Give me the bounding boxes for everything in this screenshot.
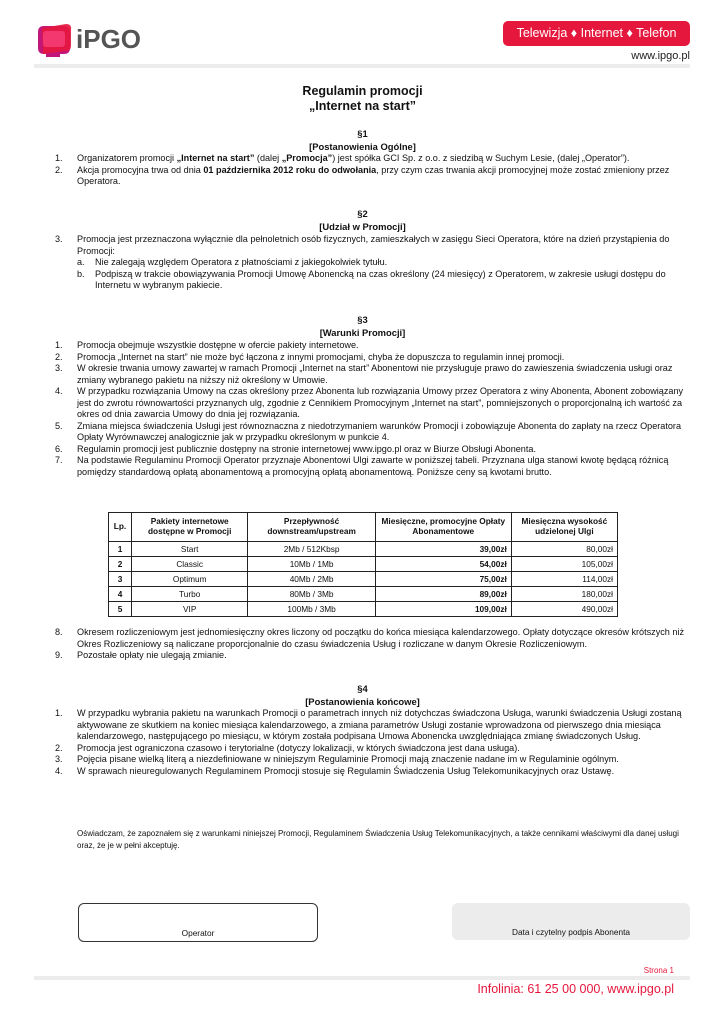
row-number: 2 (109, 557, 132, 572)
table-row (109, 572, 618, 587)
item-number: 8. (55, 627, 63, 637)
list-item (55, 352, 690, 364)
section-3-number: §3 (357, 314, 368, 325)
item-number: 1. (55, 153, 63, 163)
item-text: Pozostałe opłaty nie ulegają zmianie. (77, 650, 227, 661)
operator-label: Operator (181, 928, 215, 939)
item-text: Na podstawie Regulaminu Promocji Operator przyznaje Abonentowi Ulgi zawarte w poniższej tabeli. Przyznana ulga stanowi kwotę będącą różnicą pomiędzy standardową opłatą abonamentową a promocyjną opłatą abonamentową. Poniższe ceny są kwotami brutto. (77, 455, 669, 478)
column-header: Lp. (109, 513, 132, 542)
header-divider (34, 64, 690, 68)
item-number: 6. (55, 443, 63, 454)
list-item (55, 444, 690, 456)
table-row (109, 542, 618, 557)
list-item (55, 234, 690, 257)
item-number: 9. (55, 650, 63, 661)
item-text: Promocja jest ograniczona czasowo i terytorialne (dotyczy lokalizacji, w których świadczona jest dana usługa). (77, 742, 520, 753)
section-3-list-continued (55, 627, 690, 662)
table-row (109, 602, 618, 617)
section-2-title: [Udział w Promocji] (319, 221, 406, 232)
list-item (55, 650, 690, 662)
document-subtitle: „Internet na start” (309, 99, 416, 113)
row-number: 1 (109, 542, 132, 557)
promo-fee: 39,00zł (375, 542, 511, 557)
sub-item-text: Nie zalegają względem Operatora z płatnościami z jakiegokolwiek tytułu. (95, 257, 388, 268)
section-2-number: §2 (357, 208, 368, 219)
list-item (55, 386, 690, 421)
item-number: 1. (55, 340, 63, 350)
section-3-title: [Warunki Promocji] (319, 327, 406, 338)
row-number: 5 (109, 602, 132, 617)
promo-fee: 89,00zł (375, 587, 511, 602)
ipgo-logo (34, 18, 174, 60)
item-number: 3. (55, 234, 63, 244)
list-item (55, 743, 690, 755)
list-item (55, 708, 690, 743)
section-2-list (55, 234, 690, 292)
list-item (55, 363, 690, 386)
package-name: Classic (132, 557, 248, 572)
item-text: Promocja obejmuje wszystkie dostępne w ofercie pakiety internetowe. (77, 340, 359, 350)
item-text: W przypadku rozwiązania Umowy na czas określony przez Abonenta lub rozwiązania Umowy przez Operatora z winy Abonenta, Abonent zobowiązany jest do zwrotu równowartości przyznanych ulg, zgodnie z Cennikiem Promocyjnym „Internet na start”, pomniejszonych o proporcjonalną ich wartość za okres od dnia zawarcia Umowy do dnia jej rozwiązania. (77, 386, 684, 420)
item-number: 2. (55, 164, 63, 175)
bandwidth: 80Mb / 3Mb (248, 587, 375, 602)
discount: 180,00zł (511, 587, 617, 602)
operator-signature-box (78, 903, 318, 942)
section-4-title: [Postanowienia końcowe] (305, 696, 420, 707)
section-1-number: §1 (357, 128, 368, 139)
website-link[interactable]: www.ipgo.pl (631, 50, 690, 62)
sub-item (55, 257, 690, 269)
discount: 114,00zł (511, 572, 617, 587)
item-text: Promocja „Internet na start” nie może być łączona z innymi promocjami, chyba że dopuszcza to regulamin innej promocji. (77, 351, 565, 362)
promo-fee: 54,00zł (375, 557, 511, 572)
item-text: Pojęcia pisane wielką literą a niezdefiniowane w niniejszym Regulaminie Promocji mają znaczenie nadane im w Regulaminie ogólnym. (77, 754, 619, 765)
item-number: 4. (55, 765, 63, 776)
bandwidth: 100Mb / 3Mb (248, 602, 375, 617)
list-item (55, 421, 690, 444)
row-number: 3 (109, 572, 132, 587)
section-1-title: [Postanowienia Ogólne] (309, 141, 416, 152)
acceptance-declaration: Oświadczam, że zapoznałem się z warunkami niniejszej Promocji, Regulaminem Świadczenia Usług Telekomunikacyjnych, a także cennikami właściwymi dla danej usługi oraz, że je w pełni akceptuję. (77, 829, 679, 851)
discount: 105,00zł (511, 557, 617, 572)
list-item (55, 766, 690, 778)
item-number: 3. (55, 754, 63, 765)
promotion-table (108, 512, 618, 617)
column-header: Pakiety internetowe dostępne w Promocji (132, 513, 248, 542)
service-tagline: Telewizja ♦ Internet ♦ Telefon (503, 21, 690, 46)
sub-item-letter: b. (77, 268, 85, 279)
hotline-text: Infolinia: 61 25 00 000, www.ipgo.pl (477, 982, 674, 996)
section-1-list (55, 153, 690, 188)
bandwidth: 2Mb / 512Kbsp (248, 542, 375, 557)
item-number: 1. (55, 708, 63, 718)
package-name: Start (132, 542, 248, 557)
sub-item (55, 269, 690, 292)
item-number: 4. (55, 386, 63, 397)
list-item (55, 455, 690, 478)
sub-item-text: Podpiszą w trakcie obowiązywania Promocji Umowę Abonencką na czas określony (24 miesięcy) z Operatorem, w zakresie usługi dostępu do Internetu w wybranym pakiecie. (95, 268, 666, 291)
page-number: Strona 1 (643, 966, 674, 975)
item-text: W okresie trwania umowy zawartej w ramach Promocji „Internet na start” Abonentowi nie przysługuje prawo do zawieszenia świadczenia usługi oraz zmiany wybranego pakietu na niższy niż określony w Umowie. (77, 363, 673, 385)
tv-icon (38, 24, 71, 57)
package-name: VIP (132, 602, 248, 617)
list-item (55, 153, 690, 165)
table-header-row (109, 513, 618, 542)
subscriber-label: Data i czytelny podpis Abonenta (511, 927, 631, 938)
promo-fee: 109,00zł (375, 602, 511, 617)
section-4-list (55, 708, 690, 777)
item-text: Okresem rozliczeniowym jest jednomiesięczny okres liczony od początku do końca miesiąca kalendarzowego. Opłaty dotyczące okresów krótszych niż Okres Rozliczeniowy są naliczane proporcjonalnie do czasu świadczenia Usług i rozliczane w danym Okresie Rozliczeniowym. (77, 627, 685, 649)
brand-text: iPGO (76, 24, 142, 54)
list-item (55, 627, 690, 650)
item-text: Regulamin promocji jest publicznie dostępny na stronie internetowej www.ipgo.pl oraz w Biurze Obsługi Abonenta. (77, 443, 536, 454)
item-number: 5. (55, 420, 63, 431)
row-number: 4 (109, 587, 132, 602)
item-text: W przypadku wybrania pakietu na warunkach Promocji o parametrach innych niż dotychczas świadczona Usługa, warunki świadczenia Usługi zostaną aktywowane ze skutkiem na koniec miesiąca kalendarzowego, a zmiana parametrów Usługi zostanie wprowadzona od pierwszego dnia miesiąca kalendarzowego, następującego po miesiącu, w którym została podpisana Umowa Abonencka uwzględniająca zmianę świadczonych Usług. (77, 708, 682, 742)
sub-item-letter: a. (77, 257, 85, 268)
item-text: Zmiana miejsca świadczenia Usługi jest równoznaczna z niedotrzymaniem warunków Promocji i zobowiązuje Abonenta do zapłaty na rzecz Operatora Opłaty Wyrównawczej analogicznie jak w przypadku określonym w punkcie 4. (77, 420, 682, 443)
subscriber-signature-box (452, 903, 690, 940)
discount: 490,00zł (511, 602, 617, 617)
table-row (109, 557, 618, 572)
item-number: 2. (55, 742, 63, 753)
list-item (55, 340, 690, 352)
document-title: Regulamin promocji (302, 84, 423, 98)
section-4-number: §4 (357, 683, 368, 694)
column-header: Miesięczna wysokość udzielonej Ulgi (511, 513, 617, 542)
item-text: Akcja promocyjna trwa od dnia 01 października 2012 roku do odwołania, przy czym czas trwania akcji promocyjnej może zostać zmieniony przez Operatora. (77, 164, 670, 187)
promo-fee: 75,00zł (375, 572, 511, 587)
item-number: 3. (55, 363, 63, 374)
bandwidth: 10Mb / 1Mb (248, 557, 375, 572)
item-number: 7. (55, 455, 63, 466)
item-text: Organizatorem promocji „Internet na start” (dalej „Promocja”) jest spółka GCI Sp. z o.o. z siedzibą w Suchym Lesie, (dalej „Operator”). (77, 153, 630, 163)
package-name: Optimum (132, 572, 248, 587)
footer-divider (34, 976, 690, 980)
section-3-list (55, 340, 690, 479)
package-name: Turbo (132, 587, 248, 602)
item-number: 2. (55, 351, 63, 362)
table-row (109, 587, 618, 602)
column-header: Przepływność downstream/upstream (248, 513, 375, 542)
list-item (55, 754, 690, 766)
list-item (55, 165, 690, 188)
bandwidth: 40Mb / 2Mb (248, 572, 375, 587)
discount: 80,00zł (511, 542, 617, 557)
item-text: W sprawach nieuregulowanych Regulaminem Promocji stosuje się Regulamin Świadczenia Usług Telekomunikacyjnych oraz Ustawę. (77, 765, 615, 776)
item-text: Promocja jest przeznaczona wyłącznie dla pełnoletnich osób fizycznych, zamieszkałych w zasięgu Sieci Operatora, które na dzień przystąpienia do Promocji: (77, 234, 670, 256)
column-header: Miesięczne, promocyjne Opłaty Abonamentowe (375, 513, 511, 542)
